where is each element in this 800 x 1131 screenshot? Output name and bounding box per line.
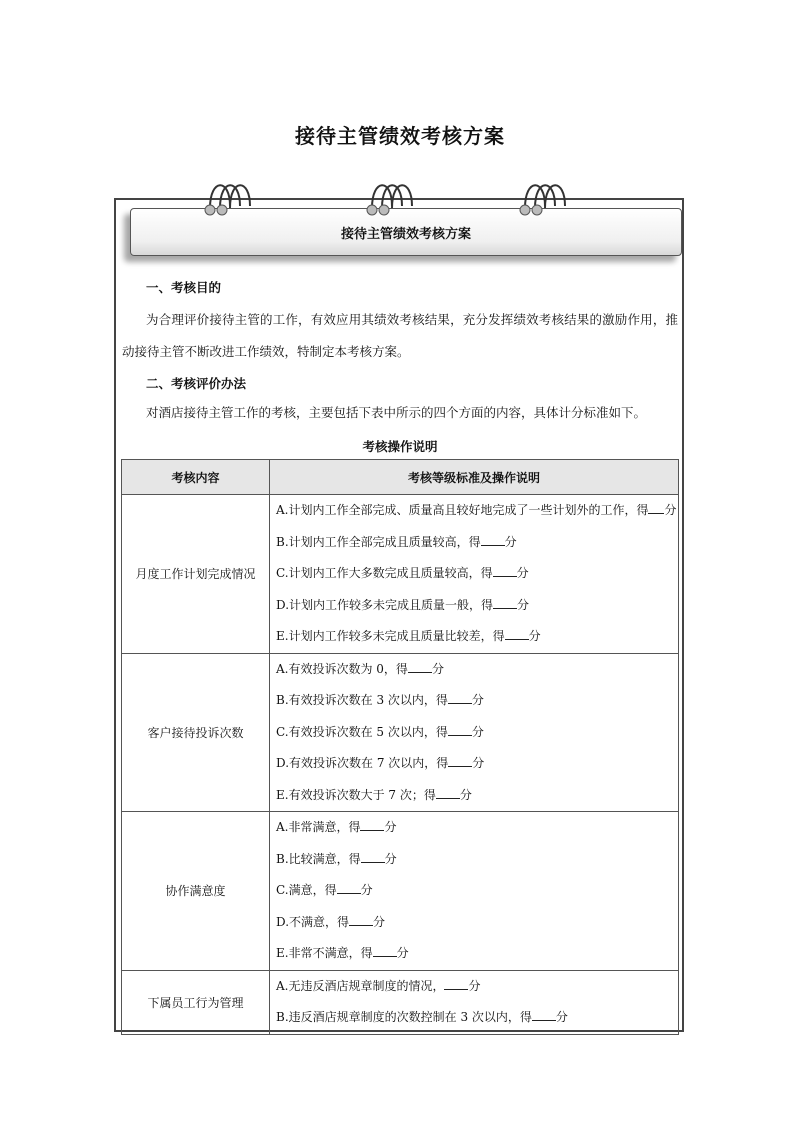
option-suffix: 分 xyxy=(396,946,409,960)
criteria-option xyxy=(276,938,678,970)
criteria-option xyxy=(276,748,678,780)
option-suffix: 分 xyxy=(528,629,541,643)
option-suffix: 分 xyxy=(504,534,517,549)
criteria-option xyxy=(276,685,678,717)
criteria-option xyxy=(276,527,678,559)
score-blank xyxy=(373,944,397,957)
criteria-option xyxy=(276,654,678,686)
option-suffix: 分 xyxy=(516,566,529,580)
score-blank xyxy=(505,627,529,640)
option-text: B.计划内工作全部完成且质量较高，得 xyxy=(276,534,481,549)
criteria-option xyxy=(276,875,678,907)
paragraph-method: 对酒店接待主管工作的考核，主要包括下表中所示的四个方面的内容，具体计分标准如下。 xyxy=(146,405,647,420)
score-blank xyxy=(493,564,517,577)
category-cell: 客户接待投诉次数 xyxy=(122,653,270,812)
option-text: E.有效投诉次数大于 7 次；得 xyxy=(276,787,436,802)
option-suffix: 分 xyxy=(373,914,386,929)
criteria-option xyxy=(276,971,678,1003)
document-title: 接待主管绩效考核方案 xyxy=(295,124,505,148)
score-blank xyxy=(360,818,384,831)
criteria-option xyxy=(276,558,678,590)
binder-ring-icon xyxy=(362,178,422,218)
header-content: 考核内容 xyxy=(122,460,270,495)
criteria-option xyxy=(276,621,678,653)
score-blank xyxy=(337,881,361,894)
criteria-cell xyxy=(270,970,679,1034)
option-suffix: 分 xyxy=(468,978,481,993)
category-cell: 月度工作计划完成情况 xyxy=(122,495,270,654)
option-suffix: 分 xyxy=(431,661,444,676)
option-text: A.无违反酒店规章制度的情况， xyxy=(276,978,445,993)
option-suffix: 分 xyxy=(471,693,484,707)
option-text: E.计划内工作较多未完成且质量比较差，得 xyxy=(276,629,505,643)
option-text: B.违反酒店规章制度的次数控制在 3 次以内，得 xyxy=(276,1010,532,1024)
score-blank xyxy=(481,533,505,546)
option-suffix: 分 xyxy=(555,1010,568,1024)
criteria-cell xyxy=(270,812,679,971)
header-criteria: 考核等级标准及操作说明 xyxy=(270,460,679,495)
paragraph-purpose: 为合理评价接待主管的工作，有效应用其绩效考核结果，充分发挥绩效考核结果的激励作用，推动接待主管不断改进工作绩效，特制定本考核方案。 xyxy=(122,312,678,359)
table-row xyxy=(122,970,679,1034)
criteria-option xyxy=(276,1002,678,1034)
score-blank xyxy=(408,660,432,673)
table-row xyxy=(122,495,679,654)
option-text: C.计划内工作大多数完成且质量较高，得 xyxy=(276,566,493,580)
table-header-row xyxy=(122,460,679,495)
criteria-option xyxy=(276,812,678,844)
table-row xyxy=(122,812,679,971)
option-suffix: 分 xyxy=(459,787,472,802)
option-text: C.有效投诉次数在 5 次以内，得 xyxy=(276,724,448,739)
option-text: B.有效投诉次数在 3 次以内，得 xyxy=(276,693,448,707)
option-suffix: 分 xyxy=(384,820,397,834)
option-suffix: 分 xyxy=(664,503,677,517)
option-suffix: 分 xyxy=(471,724,484,739)
banner-title: 接待主管绩效考核方案 xyxy=(340,226,471,242)
option-suffix: 分 xyxy=(472,756,485,770)
option-text: D.有效投诉次数在 7 次以内，得 xyxy=(276,756,449,770)
option-suffix: 分 xyxy=(384,851,397,866)
score-blank xyxy=(436,786,460,799)
criteria-option xyxy=(276,495,678,527)
criteria-cell xyxy=(270,653,679,812)
score-blank xyxy=(532,1008,556,1021)
option-text: D.不满意，得 xyxy=(276,914,350,929)
criteria-option xyxy=(276,590,678,622)
criteria-option xyxy=(276,717,678,749)
criteria-cell xyxy=(270,495,679,654)
score-blank xyxy=(448,754,472,767)
option-text: A.非常满意，得 xyxy=(276,820,361,834)
score-blank xyxy=(448,723,472,736)
table-caption: 考核操作说明 xyxy=(362,439,438,454)
criteria-option xyxy=(276,780,678,812)
criteria-option xyxy=(276,844,678,876)
score-blank xyxy=(648,501,664,514)
table-row xyxy=(122,653,679,812)
option-text: A.计划内工作全部完成、质量高且较好地完成了一些计划外的工作，得 xyxy=(276,503,649,517)
score-blank xyxy=(448,691,472,704)
binder-ring-icon xyxy=(515,178,575,218)
option-text: B.比较满意，得 xyxy=(276,851,361,866)
option-text: D.计划内工作较多未完成且质量一般，得 xyxy=(276,597,494,612)
category-cell: 协作满意度 xyxy=(122,812,270,971)
score-blank xyxy=(349,913,373,926)
option-suffix: 分 xyxy=(360,883,373,897)
score-blank xyxy=(361,850,385,863)
category-cell: 下属员工行为管理 xyxy=(122,970,270,1034)
option-suffix: 分 xyxy=(517,597,530,612)
section-heading-method: 二、考核评价办法 xyxy=(146,376,247,391)
score-blank xyxy=(444,977,468,990)
option-text: A.有效投诉次数为 0，得 xyxy=(276,661,408,676)
assessment-table xyxy=(121,459,679,1035)
criteria-option xyxy=(276,907,678,939)
option-text: E.非常不满意，得 xyxy=(276,946,373,960)
score-blank xyxy=(493,596,517,609)
binder-ring-icon xyxy=(200,178,260,218)
option-text: C.满意，得 xyxy=(276,883,337,897)
section-heading-purpose: 一、考核目的 xyxy=(146,280,222,295)
